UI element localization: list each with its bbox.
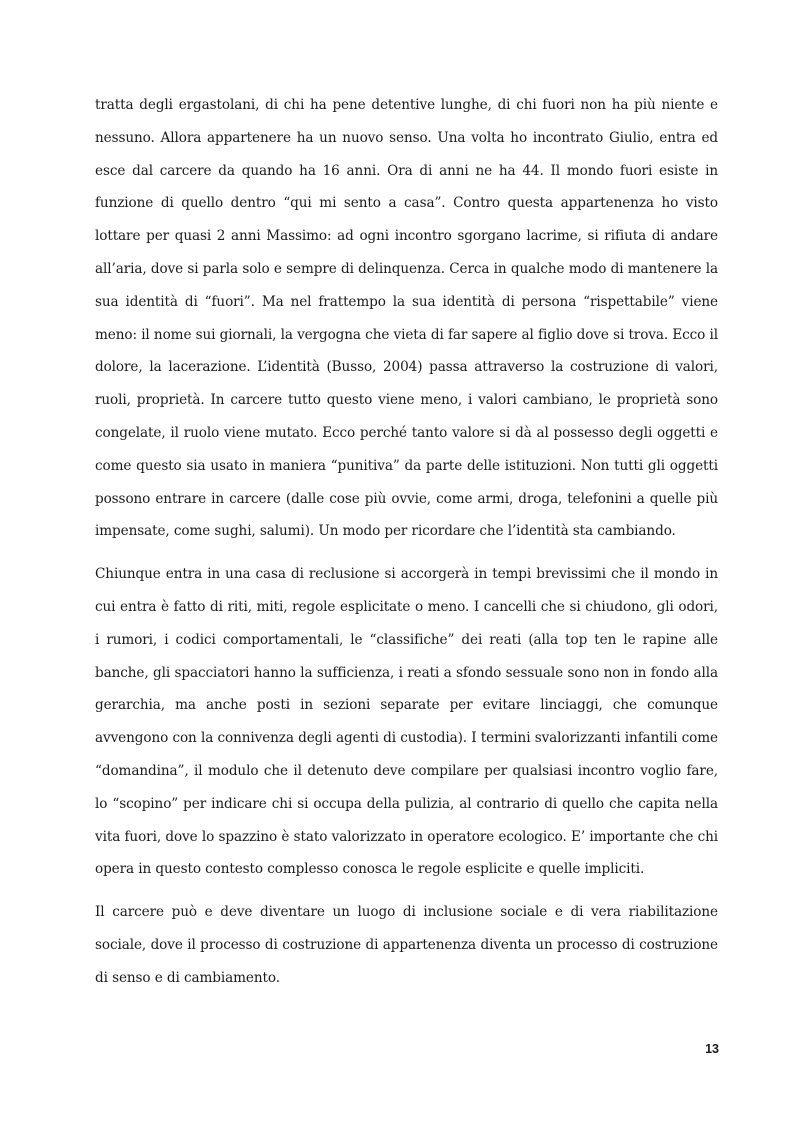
body-text — [95, 89, 718, 1005]
paragraph-3: Il carcere può e deve diventare un luogo di inclusione sociale e di vera riabilitazione sociale, dove il processo di costruzione di appartenenza diventa un processo di costruzione di senso e di cambiamento. — [95, 904, 718, 986]
paragraph-2: Chiunque entra in una casa di reclusione si accorgerà in tempi brevissimi che il mondo in cui entra è fatto di riti, miti, regole esplicitate o meno. I cancelli che si chiudono, gli odori, i rumori, i codici comportamentali, le “classifiche” dei reati (alla top ten le rapine alle banche, gli spacciatori hanno la sufficienza, i reati a sfondo sessuale sono non in fondo alla gerarchia, ma anche posti in sezioni separate per evitare linciaggi, che comunque avvengono con la connivenza degli agenti di custodia). I termini svalorizzanti infantili come “domandina”, il modulo che il detenuto deve compilare per qualsiasi incontro voglio fare, lo “scopino” per indicare chi si occupa della pulizia, al contrario di quello che capita nella vita fuori, dove lo spazzino è stato valorizzato in operatore ecologico. E’ importante che chi opera in questo contesto complesso conosca le regole esplicite e quelle impliciti. — [95, 566, 718, 878]
paragraph-1: tratta degli ergastolani, di chi ha pene detentive lunghe, di chi fuori non ha più niente e nessuno. Allora appartenere ha un nuovo senso. Una volta ho incontrato Giulio, entra ed esce dal carcere da quando ha 16 anni. Ora di anni ne ha 44. Il mondo fuori esiste in funzione di quello dentro “qui mi sento a casa”. Contro questa appartenenza ho visto lottare per quasi 2 anni Massimo: ad ogni incontro sgorgano lacrime, si rifiuta di andare all’aria, dove si parla solo e sempre di delinquenza. Cerca in qualche modo di mantenere la sua identità di “fuori”. Ma nel frattempo la sua identità di persona “rispettabile” viene meno: il nome sui giornali, la vergogna che vieta di far sapere al figlio dove si trova. Ecco il dolore, la lacerazione. L’identità (Busso, 2004) passa attraverso la costruzione di valori, ruoli, proprietà. In carcere tutto questo viene meno, i valori cambiano, le proprietà sono congelate, il ruolo viene mutato. Ecco perché tanto valore si dà al possesso degli oggetti e come questo sia usato in maniera “punitiva” da parte delle istituzioni. Non tutti gli oggetti possono entrare in carcere (dalle cose più ovvie, come armi, droga, telefonini a quelle più impensate, come sughi, salumi). Un modo per ricordare che l’identità sta cambiando. — [95, 97, 718, 540]
page-number: 13 — [705, 1042, 719, 1056]
